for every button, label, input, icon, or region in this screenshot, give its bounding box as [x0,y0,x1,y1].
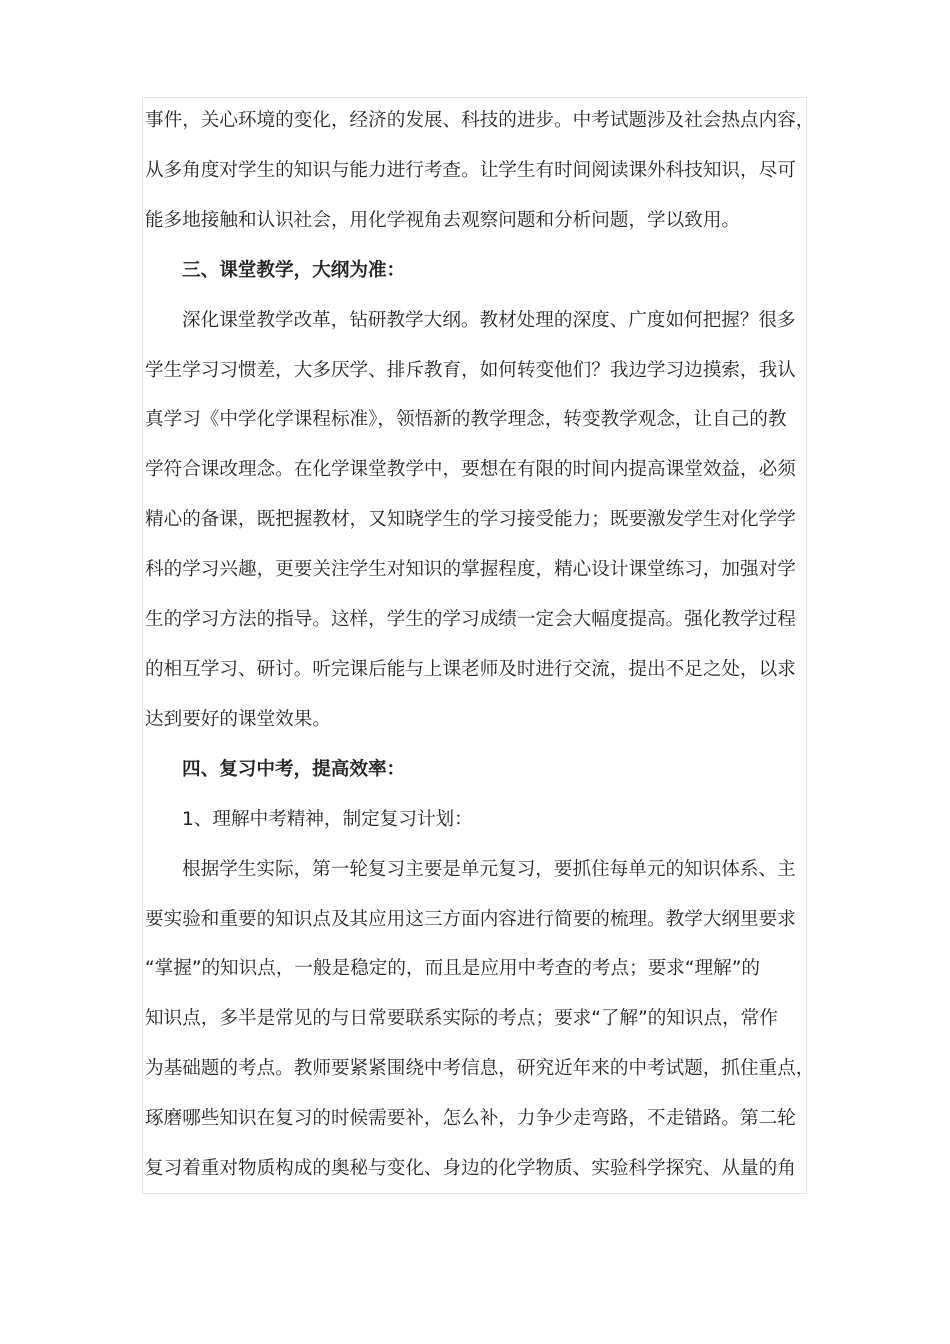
text-line: 为基础题的考点。教师要紧紧围绕中考信息，研究近年来的中考试题，抓住重点， [145,1058,815,1080]
heading-text: 四、复习中考，提高效率： [182,758,406,780]
subheading-text: 1、理解中考精神，制定复习计划： [182,808,473,830]
document-body [145,96,815,1194]
text-line: 精心的备课，既把握教材，又知晓学生的学习接受能力；既要激发学生对化学学 [145,509,796,531]
heading-text: 三、课堂教学，大纲为准： [182,259,406,281]
subheading-review-plan [145,795,815,845]
section-heading-classroom [145,246,815,296]
text-line: 真学习《中学化学课程标准》，领悟新的教学理念，转变教学观念，让自己的教 [145,409,787,431]
text-line: 科的学习兴趣，更要关注学生对知识的掌握程度，精心设计课堂练习，加强对学 [145,559,796,581]
paragraph-review [145,845,815,1194]
text-line: 深化课堂教学改革，钻研教学大纲。教材处理的深度、广度如何把握？很多 [182,309,796,331]
text-line: 学符合课改理念。在化学课堂教学中，要想在有限的时间内提高课堂效益，必须 [145,459,796,481]
text-line: 事件，关心环境的变化，经济的发展、科技的进步。中考试题涉及社会热点内容， [145,110,815,131]
text-line: 达到要好的课堂效果。 [145,708,331,730]
text-line: 能多地接触和认识社会，用化学视角去观察问题和分析问题，学以致用。 [145,209,741,231]
paragraph-intro [145,96,815,246]
text-line: “掌握”的知识点，一般是稳定的，而且是应用中考查的考点；要求“理解”的 [145,958,760,980]
text-line: 要实验和重要的知识点及其应用这三方面内容进行简要的梳理。教学大纲里要求 [145,908,796,930]
text-line: 生的学习方法的指导。这样，学生的学习成绩一定会大幅度提高。强化教学过程 [145,609,796,631]
text-line: 从多角度对学生的知识与能力进行考查。让学生有时间阅读课外科技知识，尽可 [145,159,796,181]
text-line: 的相互学习、研讨。听完课后能与上课老师及时进行交流，提出不足之处，以求 [145,658,796,680]
text-line: 琢磨哪些知识在复习的时候需要补，怎么补，力争少走弯路，不走错路。第二轮 [145,1108,796,1130]
text-line: 学生学习习惯差，大多厌学、排斥教育，如何转变他们？我边学习边摸索，我认 [145,359,796,381]
text-line: 根据学生实际，第一轮复习主要是单元复习，要抓住每单元的知识体系、主 [182,858,796,880]
section-heading-review [145,745,815,795]
text-line: 知识点，多半是常见的与日常要联系实际的考点；要求“了解”的知识点，常作 [145,1008,778,1030]
text-line: 复习着重对物质构成的奥秘与变化、身边的化学物质、实验科学探究、从量的角 [145,1158,796,1180]
paragraph-classroom [145,296,815,745]
